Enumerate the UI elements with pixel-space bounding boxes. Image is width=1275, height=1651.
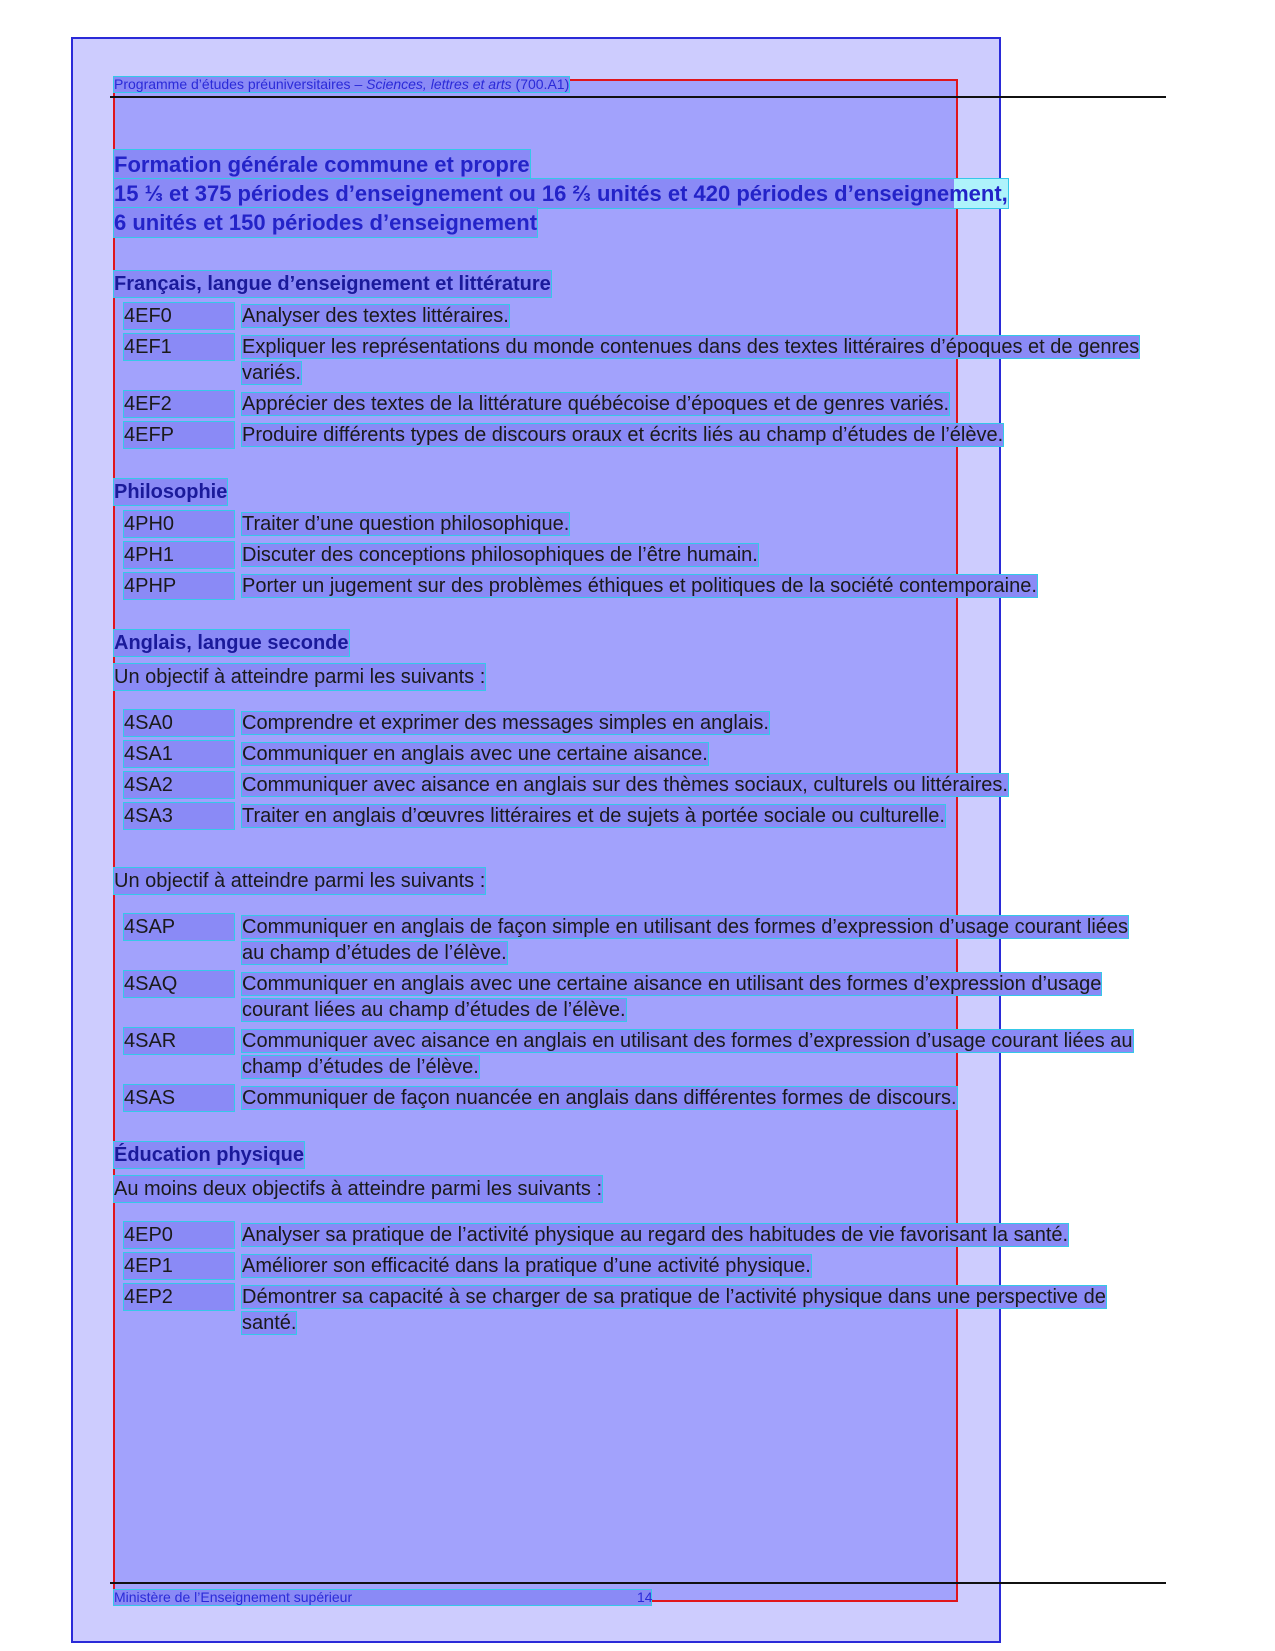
objective-description	[242, 710, 1142, 736]
objective-text: Apprécier des textes de la littérature québécoise d’époques et de genres variés.	[242, 393, 950, 415]
page-number: 14	[637, 1589, 653, 1605]
list-item	[114, 971, 1174, 1023]
page-content	[114, 150, 1174, 1341]
education-intro: Au moins deux objectifs à atteindre parmi les suivants :	[114, 1178, 603, 1200]
header-italic: Sciences, lettres et arts	[366, 76, 512, 92]
objective-code: 4PH0	[124, 511, 234, 537]
list-item	[114, 710, 1174, 736]
objective-text: Communiquer en anglais avec une certaine aisance.	[242, 743, 708, 765]
running-footer	[114, 1590, 651, 1605]
list-item	[114, 1284, 1174, 1336]
list-item	[114, 1253, 1174, 1279]
objective-code: 4EP2	[124, 1284, 234, 1310]
list-education	[114, 1222, 1174, 1336]
objective-text: Comprendre et exprimer des messages simples en anglais.	[242, 712, 769, 734]
objective-description	[242, 542, 1142, 568]
objective-text: Communiquer de façon nuancée en anglais dans différentes formes de discours.	[242, 1087, 957, 1109]
objective-text: Traiter d’une question philosophique.	[242, 513, 570, 535]
objective-code: 4EF0	[124, 303, 234, 329]
objective-code: 4EP0	[124, 1222, 234, 1248]
list-anglais-1	[114, 710, 1174, 829]
objective-text: Communiquer avec aisance en anglais en utilisant des formes d’expression d’usage courant liées au champ d’études de l’élève.	[242, 1030, 1133, 1078]
objective-description	[242, 1253, 1142, 1279]
list-francais	[114, 303, 1174, 448]
objective-text: Analyser sa pratique de l’activité physique au regard des habitudes de vie favorisant la santé.	[242, 1224, 1069, 1246]
objective-description	[242, 1284, 1142, 1336]
objective-code: 4EF1	[124, 334, 234, 360]
anglais-intro-1: Un objectif à atteindre parmi les suivants :	[114, 666, 486, 688]
section-title-education: Éducation physique	[114, 1144, 305, 1166]
objective-text: Communiquer avec aisance en anglais sur des thèmes sociaux, culturels ou littéraires.	[242, 774, 1008, 796]
section-title-francais: Français, langue d’enseignement et littérature	[114, 273, 551, 295]
list-item	[114, 334, 1174, 386]
list-item	[114, 542, 1174, 568]
objective-code: 4SA2	[124, 772, 234, 798]
objective-text: Améliorer son efficacité dans la pratique d’une activité physique.	[242, 1255, 811, 1277]
objective-text: Analyser des textes littéraires.	[242, 305, 509, 327]
list-item	[114, 1085, 1174, 1111]
page-title	[114, 150, 1174, 237]
objective-code: 4SAR	[124, 1028, 234, 1054]
objective-description	[242, 1222, 1142, 1248]
objective-description	[242, 1028, 1142, 1080]
objective-code: 4SAS	[124, 1085, 234, 1111]
list-item	[114, 573, 1174, 599]
list-item	[114, 914, 1174, 966]
objective-description	[242, 971, 1142, 1023]
objective-description	[242, 741, 1142, 767]
objective-text: Porter un jugement sur des problèmes éthiques et politiques de la société contemporaine.	[242, 575, 1037, 597]
list-item	[114, 1222, 1174, 1248]
objective-text: Traiter en anglais d’œuvres littéraires et de sujets à portée sociale ou culturelle.	[242, 805, 945, 827]
objective-code: 4EFP	[124, 422, 234, 448]
objective-code: 4EP1	[124, 1253, 234, 1279]
objective-text: Discuter des conceptions philosophiques de l’être humain.	[242, 544, 758, 566]
objective-text: Expliquer les représentations du monde contenues dans des textes littéraires d’époques et de genres variés.	[242, 336, 1140, 384]
objective-description	[242, 303, 1142, 329]
list-anglais-2	[114, 914, 1174, 1111]
objective-description	[242, 391, 1142, 417]
section-title-anglais: Anglais, langue seconde	[114, 632, 349, 654]
objective-description	[242, 334, 1142, 386]
title-line-2: 15 ⅓ et 375 périodes d’enseignement ou 16 ⅔ unités et 420 périodes d’enseignement,	[114, 181, 1008, 206]
list-item	[114, 511, 1174, 537]
list-item	[114, 741, 1174, 767]
objective-code: 4SA1	[124, 741, 234, 767]
footer-rule	[110, 1582, 1166, 1584]
objective-description	[242, 914, 1142, 966]
list-item	[114, 772, 1174, 798]
objective-code: 4PH1	[124, 542, 234, 568]
footer-text: Ministère de l’Enseignement supérieur	[114, 1589, 353, 1605]
objective-code: 4SA3	[124, 803, 234, 829]
objective-code: 4EF2	[124, 391, 234, 417]
objective-text: Communiquer en anglais avec une certaine aisance en utilisant des formes d’expression d’usage courant liées au champ d’études de l’élève.	[242, 973, 1102, 1021]
objective-text: Communiquer en anglais de façon simple en utilisant des formes d’expression d’usage courant liées au champ d’études de l’élève.	[242, 916, 1129, 964]
title-line-1: Formation générale commune et propre	[114, 152, 530, 177]
anglais-intro-2: Un objectif à atteindre parmi les suivants :	[114, 870, 486, 892]
objective-text: Démontrer sa capacité à se charger de sa pratique de l’activité physique dans une perspective de santé.	[242, 1286, 1106, 1334]
list-item	[114, 391, 1174, 417]
objective-description	[242, 772, 1142, 798]
list-philosophie	[114, 511, 1174, 599]
section-title-philosophie: Philosophie	[114, 481, 228, 503]
title-line-3: 6 unités et 150 périodes d’enseignement	[114, 210, 538, 235]
objective-code: 4PHP	[124, 573, 234, 599]
objective-code: 4SA0	[124, 710, 234, 736]
list-item	[114, 422, 1174, 448]
header-suffix: (700.A1)	[511, 76, 570, 92]
objective-description	[242, 803, 1142, 829]
header-prefix: Programme d’études préuniversitaires –	[114, 76, 367, 92]
running-header	[114, 77, 569, 92]
objective-code: 4SAP	[124, 914, 234, 940]
list-item	[114, 1028, 1174, 1080]
list-item	[114, 803, 1174, 829]
objective-code: 4SAQ	[124, 971, 234, 997]
objective-description	[242, 573, 1142, 599]
objective-description	[242, 422, 1142, 448]
list-item	[114, 303, 1174, 329]
objective-description	[242, 1085, 1142, 1111]
objective-description	[242, 511, 1142, 537]
objective-text: Produire différents types de discours oraux et écrits liés au champ d’études de l’élève.	[242, 424, 1004, 446]
header-rule	[110, 96, 1166, 98]
